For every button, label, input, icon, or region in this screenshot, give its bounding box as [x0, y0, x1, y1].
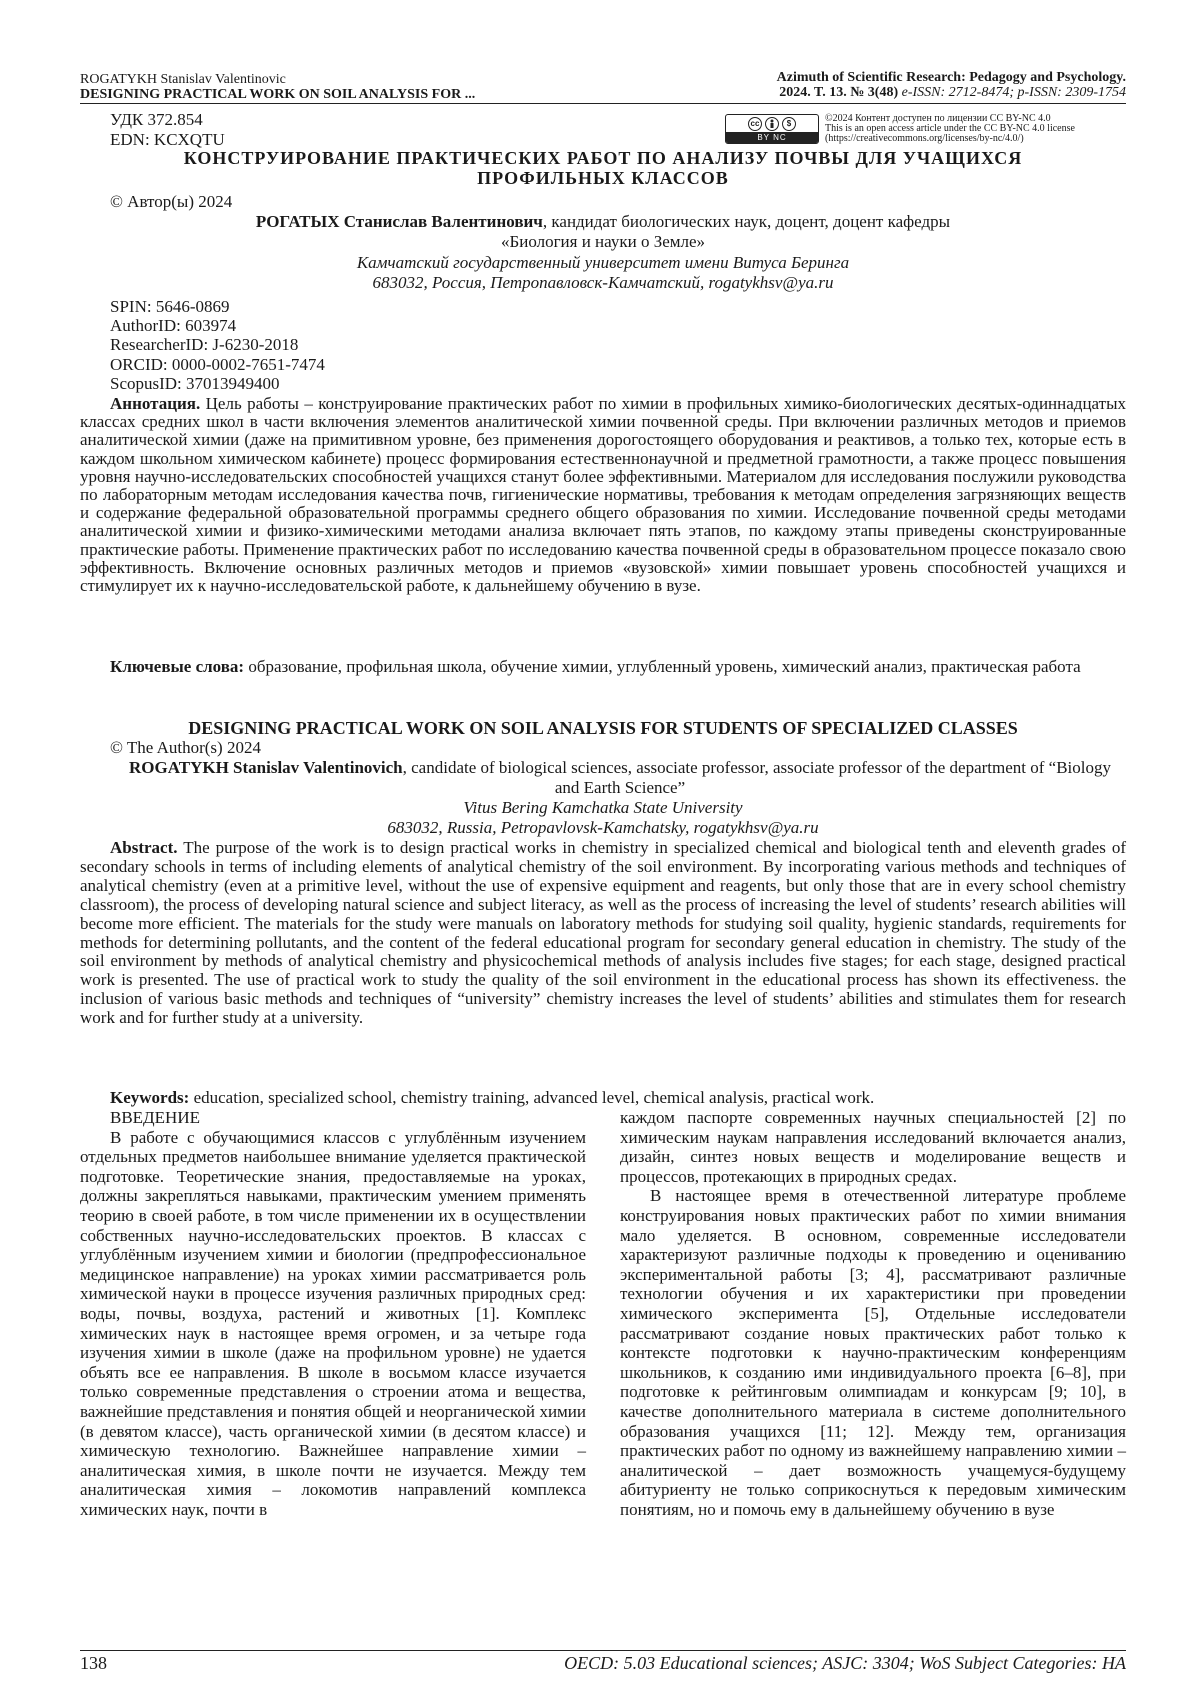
license-line-ru: ©2024 Контент доступен по лицензии CC BY-NC 4.0 — [825, 113, 1051, 124]
article-title-en: DESIGNING PRACTICAL WORK ON SOIL ANALYSIS FOR STUDENTS OF SPECIALIZED CLASSES — [188, 718, 1018, 738]
abstract-label-en: Abstract. — [110, 838, 178, 857]
author-dept-ru: «Биология и науки о Земле» — [500, 232, 706, 251]
license-line-en: This is an open access article under the CC BY-NC 4.0 license — [825, 123, 1075, 134]
cc-by-nc-badge[interactable] — [725, 114, 819, 144]
author-identifiers — [110, 297, 325, 393]
abstract-en — [80, 839, 1126, 1028]
author-desc-ru: , кандидат биологических наук, доцент, доцент кафедры — [542, 212, 951, 231]
author-desc-en: , candidate of biological sciences, associate professor, associate professor of the department of “Biology and Earth Science” — [402, 758, 1111, 797]
journal-name: Azimuth of Scientific Research: Pedagogy and Psychology. — [776, 70, 1126, 85]
body-paragraph: В работе с обучающимися классов с углублённым изучением отдельных предметов наибольшее внимание уделяется практической подготовке. Теоретические знания, предоставляемые на уроках, должны закрепляться навыками, практическим умением применять теорию в своей работе, в том числе применении их в осуществлении собственных научно-исследовательских проектов. В классах с углублённым изучением химии и биологии (предпрофессиональное медицинское направление) на уроках химии рассматривается роль химической науки в процессе изучения различных природных сред: воды, почвы, воздуха, растений и животных [1]. Комплекс химических наук в настоящее время огромен, и за четыре года изучения химии в школе (даже на профильном уровне) не удается объять все ее направления. В школе в восьмом классе изучается только современные представления о строении атома и вещества, важнейшие представления и понятия общей и неорганической химии (в девятом классе), часть органической химии (в десятом классе) и химическую технологию. Важнейшее направление химии – аналитическая химия, в школе почти не изучается. Между тем аналитическая химия – локомотив направлений комплекса химических наук, почти в — [80, 1127, 586, 1519]
keywords-text-en: education, specialized school, chemistry training, advanced level, chemical analysis, practical work. — [189, 1088, 875, 1107]
subject-classification: OECD: 5.03 Educational sciences; ASJC: 3304; WoS Subject Categories: HA — [564, 1653, 1126, 1673]
keywords-label-ru: Ключевые слова: — [110, 657, 245, 676]
license-url[interactable]: (https://creativecommons.org/licenses/by-nc/4.0/) — [825, 133, 1024, 144]
abstract-text-en: The purpose of the work is to design practical works in chemistry in specialized chemical and biological tenth and eleventh grades of secondary schools in terms of including elements of analytical chemistry of the soil environment. By incorporating various methods and techniques of analytical chemistry (even at a primitive level, without the use of expensive equipment and reagents, but only those that are in every school chemistry classroom), the process of developing natural science and subject literacy, as well as the process of increasing the level of students’ research abilities will become more efficient. The materials for the study were manuals on laboratory methods for studying soil quality, hygienic standards, requirements for methods for determining pollutants, and the content of the federal educational program for secondary general education in chemistry. The study of the soil environment by methods of analytical chemistry and physicochemical methods of analysis includes five stages; for each stage, designed practical work is presented. The use of practical work to study the quality of the soil environment in the educational process has shown its effectiveness. the inclusion of various basic methods and techniques of “university” chemistry increases the level of students’ abilities and stimulates them for research work and for further study at a university. — [80, 838, 1126, 1028]
journal-issn: e-ISSN: 2712-8474; p-ISSN: 2309-1754 — [901, 85, 1126, 100]
page-number: 138 — [80, 1653, 107, 1673]
author-name-en: ROGATYKH Stanislav Valentinovich — [129, 758, 403, 777]
footer-divider — [80, 1650, 1126, 1651]
license-text — [825, 114, 1075, 144]
license-block — [725, 114, 1125, 144]
abstract-ru — [80, 395, 1126, 595]
abstract-text-ru: Цель работы – конструирование практических работ по химии в профильных химико-биологических десятых-одиннадцатых классах средних школ в части включения элементов аналитической химии почвенной среды. При включении различных методов и приемов аналитической химии (даже на примитивном уровне, без применения дорогостоящего оборудования и реактивов, а только тех, которые есть в каждом школьном химическом кабинете) процесс формирования естественнонаучной и предметной грамотности, а также процесс повышения уровня научно-исследовательских способностей учащихся станут более эффективными. Материалом для исследования послужили руководства по лабораторным методам исследования качества почв, гигиенические нормативы, требования к методам определения загрязняющих веществ и содержание федеральной образовательной программы среднего общего образования по химии. Исследование почвенной среды методами аналитической химии и физико-химическими методами анализа включает пять этапов, по каждому этапы приведены сконструированные практические работы. Применение практических работ по исследованию качества почвенной среды в образовательном процессе показало свою эффективность. Включение основных различных методов и приемов «вузовской» химии повышает уровень способностей учащихся и стимулирует их к научно-исследовательской работе, к дальнейшему обучению в вузе. — [80, 394, 1126, 596]
body-paragraph: каждом паспорте современных научных специальностей [2] по химическим наукам направления исследований включается анализ, дизайн, синтез новых веществ и моделирование веществ и процессов, протекающих в природных средах. — [620, 1108, 1126, 1186]
title-ru-line-1: КОНСТРУИРОВАНИЕ ПРАКТИЧЕСКИХ РАБОТ ПО АНАЛИЗУ ПОЧВЫ ДЛЯ УЧАЩИХСЯ — [183, 148, 1023, 168]
article-title-ru — [80, 148, 1126, 188]
copyright-ru: © Автор(ы) 2024 — [110, 192, 233, 211]
running-author: ROGATYKH Stanislav Valentinovic — [80, 72, 286, 87]
orcid-id: ORCID: 0000-0002-7651-7474 — [110, 354, 325, 374]
body-column-left — [80, 1108, 586, 1519]
header-divider — [80, 103, 1126, 104]
affiliation-ru — [80, 253, 1126, 293]
author-name-ru: РОГАТЫХ Станислав Валентинович — [255, 212, 543, 231]
cc-icon: cc — [748, 117, 762, 131]
university-ru: Камчатский государственный университет имени Витуса Беринга — [356, 253, 850, 272]
running-header — [80, 72, 600, 102]
running-title: DESIGNING PRACTICAL WORK ON SOIL ANALYSIS FOR ... — [80, 87, 476, 102]
article-meta — [110, 110, 225, 150]
author-ru — [80, 212, 1126, 252]
article-page — [80, 0, 1126, 1697]
section-heading-introduction: ВВЕДЕНИЕ — [110, 1108, 200, 1127]
journal-issue: 2024. T. 13. № 3(48) — [779, 85, 899, 100]
keywords-en — [110, 1088, 1126, 1108]
badge-label: BY NC — [726, 132, 818, 143]
copyright-en: © The Author(s) 2024 — [110, 738, 261, 757]
scopus-id: ScopusID: 37013949400 — [110, 373, 280, 393]
abstract-label-ru: Аннотация. — [110, 394, 201, 413]
body-column-right — [620, 1108, 1126, 1519]
title-ru-line-2: ПРОФИЛЬНЫХ КЛАССОВ — [477, 168, 729, 188]
keywords-label-en: Keywords: — [110, 1088, 190, 1107]
journal-header — [706, 70, 1126, 100]
keywords-ru — [80, 657, 1126, 676]
address-ru: 683032, Россия, Петропавловск-Камчатский, rogatykhsv@ya.ru — [372, 273, 834, 292]
udk-code: УДК 372.854 — [110, 110, 203, 129]
researcher-id: ResearcherID: J-6230-2018 — [110, 335, 299, 355]
author-en — [120, 758, 1120, 798]
by-person-icon — [765, 117, 779, 131]
address-en: 683032, Russia, Petropavlovsk-Kamchatsky, rogatykhsv@ya.ru — [387, 818, 819, 837]
university-en: Vitus Bering Kamchatka State University — [463, 798, 743, 817]
author-id: AuthorID: 603974 — [110, 316, 237, 336]
spin-id: SPIN: 5646-0869 — [110, 297, 230, 316]
nc-icon: $ — [782, 117, 796, 131]
edn-code: EDN: KCXQTU — [110, 130, 225, 149]
keywords-text-ru: образование, профильная школа, обучение химии, углубленный уровень, химический анализ, практическая работа — [244, 657, 1081, 676]
affiliation-en — [80, 798, 1126, 838]
body-paragraph: В настоящее время в отечественной литературе проблеме конструирования новых практических работ по химии внимания мало уделяется. В основном, современные исследователи характеризуют различные подходы к проведению и оцениванию экспериментальной работы [3; 4], рассматривают различные технологии обучения и их характеристики при проведении химического эксперимента [5], Отдельные исследователи рассматривают создание новых практических работ только к контексте подготовки к научно-практическим конференциям школьников, к созданию ими индивидуального проекта [6–8], при подготовке к рейтинговым олимпиадам и конкурсам [9; 10], в качестве дополнительного материала в системе дополнительного образования учащихся [11; 12]. Между тем, организация практических работ по одному из важнейшему направлению химии – аналитической – дает возможность учащемуся-будущему абитуриенту не только соприкоснуться к передовым химическим понятиям, но и помочь ему в дальнейшему обучению в вузе — [620, 1186, 1126, 1519]
